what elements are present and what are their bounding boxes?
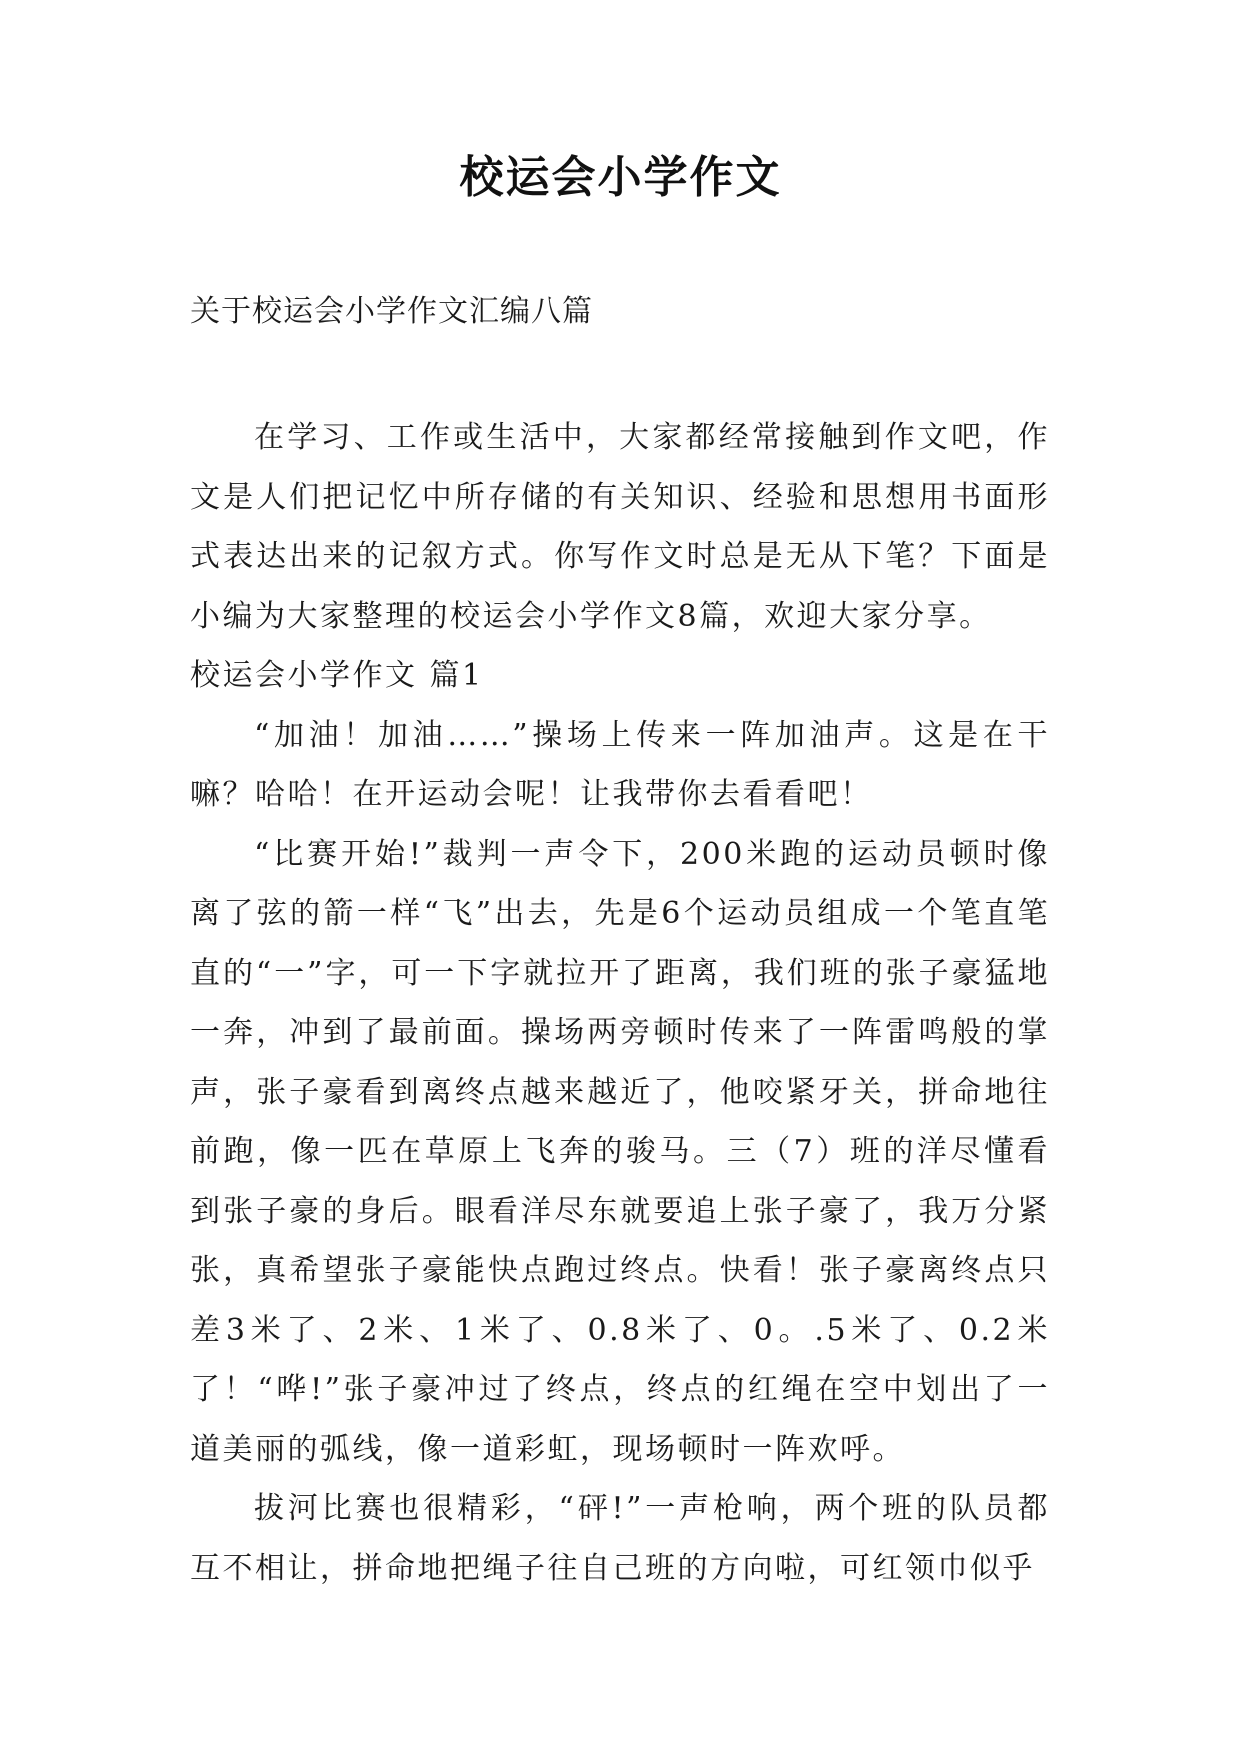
document-title: 校运会小学作文	[459, 152, 782, 203]
body-paragraph: “比赛开始!”裁判一声令下，200米跑的运动员顿时像离了弦的箭一样“飞”出去，先是6个运动员组成一个笔直笔直的“一”字，可一下字就拉开了距离，我们班的张子豪猛地一奔，冲到了最前面。操场两旁顿时传来了一阵雷鸣般的掌声，张子豪看到离终点越来越近了，他咬紧牙关，拼命地往前跑，像一匹在草原上飞奔的骏马。三（7）班的洋尽懂看到张子豪的身后。眼看洋尽东就要追上张子豪了，我万分紧张，真希望张子豪能快点跑过终点。快看！张子豪离终点只差3米了、2米、1米了、0.8米了、0。.5米了、0.2米了！“哗!”张子豪冲过了终点，终点的红绳在空中划出了一道美丽的弧线，像一道彩虹，现场顿时一阵欢呼。	[190, 836, 1050, 1467]
intro-paragraph: 在学习、工作或生活中，大家都经常接触到作文吧，作文是人们把记忆中所存储的有关知识、经验和思想用书面形式表达出来的记叙方式。你写作文时总是无从下笔？下面是小编为大家整理的校运会小学作文8篇，欢迎大家分享。	[190, 420, 1050, 634]
document-body	[190, 408, 1050, 1598]
section-heading: 校运会小学作文 篇1	[190, 658, 484, 693]
body-paragraph: “加油！加油……”操场上传来一阵加油声。这是在干嘛？哈哈！在开运动会呢！让我带你去看看吧！	[190, 717, 1050, 812]
body-paragraph: 拔河比赛也很精彩，“砰!”一声枪响，两个班的队员都互不相让，拼命地把绳子往自己班的方向啦，可红领巾似乎	[190, 1491, 1050, 1586]
document-subtitle: 关于校运会小学作文汇编八篇	[190, 294, 593, 329]
